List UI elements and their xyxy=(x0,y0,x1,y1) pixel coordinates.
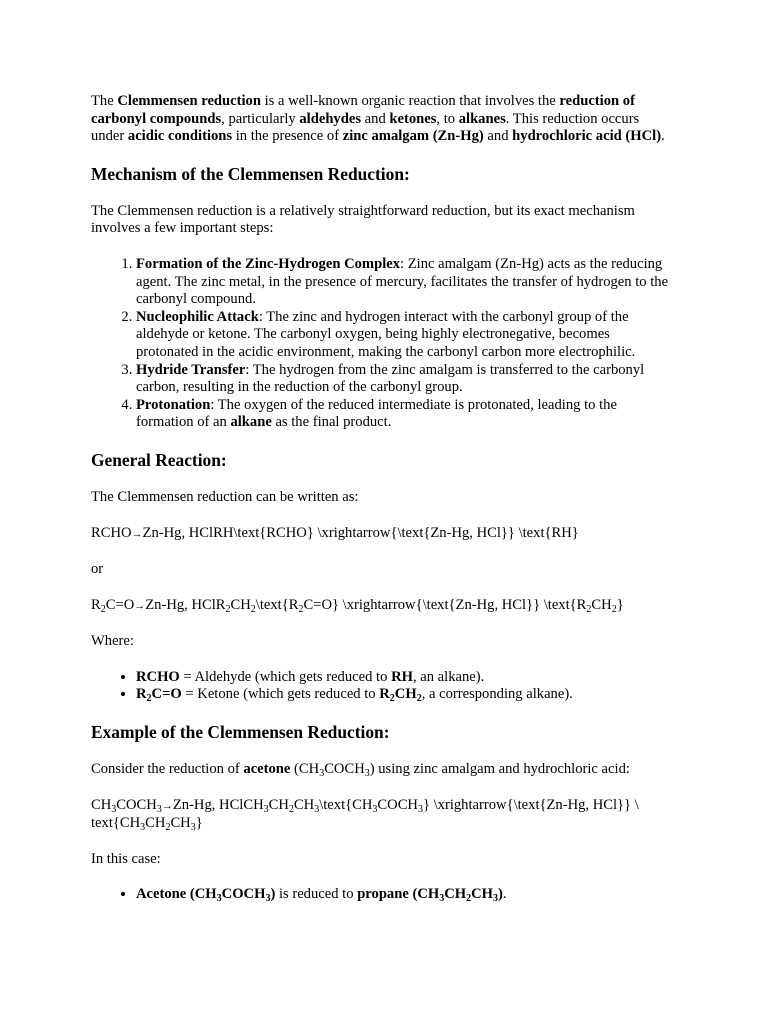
subscript: 3 xyxy=(493,893,499,905)
list-item xyxy=(136,256,671,309)
general-paragraph: The Clemmensen reduction can be written as: xyxy=(91,488,359,505)
eq-text: CH xyxy=(170,815,191,832)
bold-term: acetone xyxy=(243,761,291,778)
subscript: 3 xyxy=(140,822,146,834)
list-item xyxy=(136,686,671,704)
mechanism-heading: Mechanism of the Clemmensen Reduction: xyxy=(91,163,410,184)
example-heading: Example of the Clemmensen Reduction: xyxy=(91,722,390,743)
subscript: 2 xyxy=(165,822,171,834)
subscript: 3 xyxy=(263,803,269,815)
subscript: 2 xyxy=(586,603,592,615)
subscript: 2 xyxy=(250,603,256,615)
eq-text: CH xyxy=(145,815,166,832)
text: C=O xyxy=(151,686,182,703)
subscript: 2 xyxy=(298,603,304,615)
bold-term xyxy=(136,886,276,905)
eq-text: Zn-Hg, HClCH xyxy=(172,796,264,813)
or-text: or xyxy=(91,561,104,578)
text: ) using zinc amalgam and hydrochloric acid: xyxy=(369,761,630,778)
step-title: Nucleophilic Attack xyxy=(136,308,259,325)
arrow-icon: → xyxy=(134,599,146,612)
step-title: Formation of the Zinc-Hydrogen Complex xyxy=(136,255,401,272)
equation-acetone xyxy=(91,797,671,833)
eq-text: } \xrightarrow{\text{Zn-Hg, HCl}} \ text{CH xyxy=(91,796,639,832)
text: CH xyxy=(444,886,467,903)
bold-term: reduction of carbonyl compounds xyxy=(91,93,635,127)
eq-text: Zn-Hg, HClRH\text{RCHO} \xrightarrow{\text{Zn-Hg, HCl}} \text{RH} xyxy=(142,524,579,541)
arrow-icon: → xyxy=(131,527,143,540)
bold-term: Clemmensen reduction xyxy=(117,93,261,109)
text: COCH xyxy=(221,886,266,903)
intro-paragraph xyxy=(91,93,671,146)
bold-term: RH xyxy=(391,668,413,685)
step-text: : The zinc and hydrogen interact with the carbonyl group of the aldehyde or ketone. The carbonyl oxygen, being highly electronegative, becomes protonated in the acidic environment, making the carbonyl carbon more electrophilic. xyxy=(136,308,636,360)
step-text: : The hydrogen from the zinc amalgam is transferred to the carbonyl carbon, resulting in the reduction of the carbonyl group. xyxy=(136,361,645,396)
bold-term xyxy=(357,886,503,905)
text: ) xyxy=(270,886,276,903)
subscript: 2 xyxy=(611,603,617,615)
in-this-case-text: In this case: xyxy=(91,850,161,867)
subscript: 3 xyxy=(190,822,196,834)
eq-text: CH xyxy=(91,796,112,813)
text: COCH xyxy=(324,761,365,778)
subscript: 2 xyxy=(225,603,231,615)
eq-text: COCH xyxy=(377,796,418,813)
step-text: as the final product. xyxy=(271,414,392,431)
text: , a corresponding alkane). xyxy=(421,686,573,703)
eq-text: \text{R xyxy=(255,596,299,613)
where-list xyxy=(91,669,671,704)
bold-term: aldehydes xyxy=(299,110,362,127)
text: = Ketone (which gets reduced to xyxy=(181,686,380,703)
subscript: 3 xyxy=(364,768,370,780)
eq-text: } xyxy=(616,596,624,613)
list-item xyxy=(136,886,671,904)
text: . This reduction occurs under xyxy=(91,110,640,145)
subscript: 3 xyxy=(216,893,222,905)
eq-text: C=O xyxy=(105,596,135,613)
subscript: 3 xyxy=(265,893,271,905)
subscript: 3 xyxy=(319,768,325,780)
subscript: 3 xyxy=(417,803,423,815)
subscript: 3 xyxy=(156,803,162,815)
subscript: 2 xyxy=(416,693,422,705)
subscript: 3 xyxy=(314,803,320,815)
text: in the presence of xyxy=(232,128,343,145)
text: , to xyxy=(436,110,459,127)
subscript: 2 xyxy=(288,803,294,815)
eq-text: COCH xyxy=(116,796,157,813)
eq-text: } xyxy=(195,815,203,832)
text: is a well-known organic reaction that involves the xyxy=(260,93,560,109)
text: R xyxy=(136,686,147,703)
subscript: 3 xyxy=(372,803,378,815)
document-body xyxy=(91,93,671,904)
subscript: 3 xyxy=(111,803,117,815)
text: propane (CH xyxy=(357,886,440,903)
bold-term: zinc amalgam (Zn-Hg) xyxy=(342,128,484,145)
step-title: Hydride Transfer xyxy=(136,361,246,378)
where-text: Where: xyxy=(91,633,134,650)
text: CH xyxy=(394,686,417,703)
text: . xyxy=(502,886,507,903)
bold-term xyxy=(379,686,422,705)
list-item xyxy=(136,309,671,362)
arrow-icon: → xyxy=(161,799,173,812)
list-item xyxy=(136,669,671,687)
eq-text: RCHO xyxy=(91,524,132,541)
example-list xyxy=(91,886,671,904)
text: . xyxy=(661,128,665,145)
list-item xyxy=(136,362,671,397)
eq-text: C=O} \xrightarrow{\text{Zn-Hg, HCl}} \text{R xyxy=(303,596,587,613)
text: R xyxy=(379,686,390,703)
example-paragraph xyxy=(91,761,671,779)
general-reaction-heading: General Reaction: xyxy=(91,449,227,470)
bold-term: acidic conditions xyxy=(127,128,233,145)
text: ) xyxy=(498,886,503,903)
subscript: 2 xyxy=(389,693,395,705)
subscript: 2 xyxy=(146,693,152,705)
subscript: 2 xyxy=(466,893,472,905)
step-text: : Zinc amalgam (Zn-Hg) acts as the reducing agent. The zinc metal, in the presence of mercury, facilitates the transfer of hydrogen to the carbonyl compound. xyxy=(136,255,669,308)
eq-text: R xyxy=(91,596,101,613)
text: Acetone (CH xyxy=(136,886,217,903)
eq-text: CH xyxy=(268,796,289,813)
text: Consider the reduction of xyxy=(91,761,244,778)
bold-term: hydrochloric acid (HCl) xyxy=(512,128,662,145)
text: , particularly xyxy=(221,110,300,127)
bold-term xyxy=(136,686,182,705)
text: CH xyxy=(471,886,494,903)
text: The xyxy=(91,93,118,109)
text: is reduced to xyxy=(275,886,358,903)
subscript: 3 xyxy=(439,893,445,905)
step-title: Protonation xyxy=(136,396,211,413)
eq-text: \text{CH xyxy=(319,796,373,813)
bold-term: alkane xyxy=(230,414,272,431)
mechanism-paragraph: The Clemmensen reduction is a relatively straightforward reduction, but its exact mechanism involves a few important steps: xyxy=(91,202,635,237)
bold-term: RCHO xyxy=(136,668,180,685)
list-item xyxy=(136,397,671,432)
equation-ketone xyxy=(91,597,671,616)
text: and xyxy=(483,128,513,145)
mechanism-steps-list xyxy=(91,256,671,432)
text: and xyxy=(361,110,390,127)
eq-text: CH xyxy=(293,796,315,813)
eq-text: CH xyxy=(230,596,251,613)
text: (CH xyxy=(290,761,320,778)
eq-text: Zn-Hg, HClR xyxy=(145,596,226,613)
subscript: 2 xyxy=(100,603,106,615)
bold-term: ketones xyxy=(389,110,437,127)
step-text: : The oxygen of the reduced intermediate is protonated, leading to the formation of an xyxy=(136,396,617,431)
eq-text: CH xyxy=(591,596,612,613)
equation-aldehyde xyxy=(91,525,671,544)
bold-term: alkanes xyxy=(458,110,506,127)
text: , an alkane). xyxy=(412,668,485,685)
text: = Aldehyde (which gets reduced to xyxy=(179,668,392,685)
